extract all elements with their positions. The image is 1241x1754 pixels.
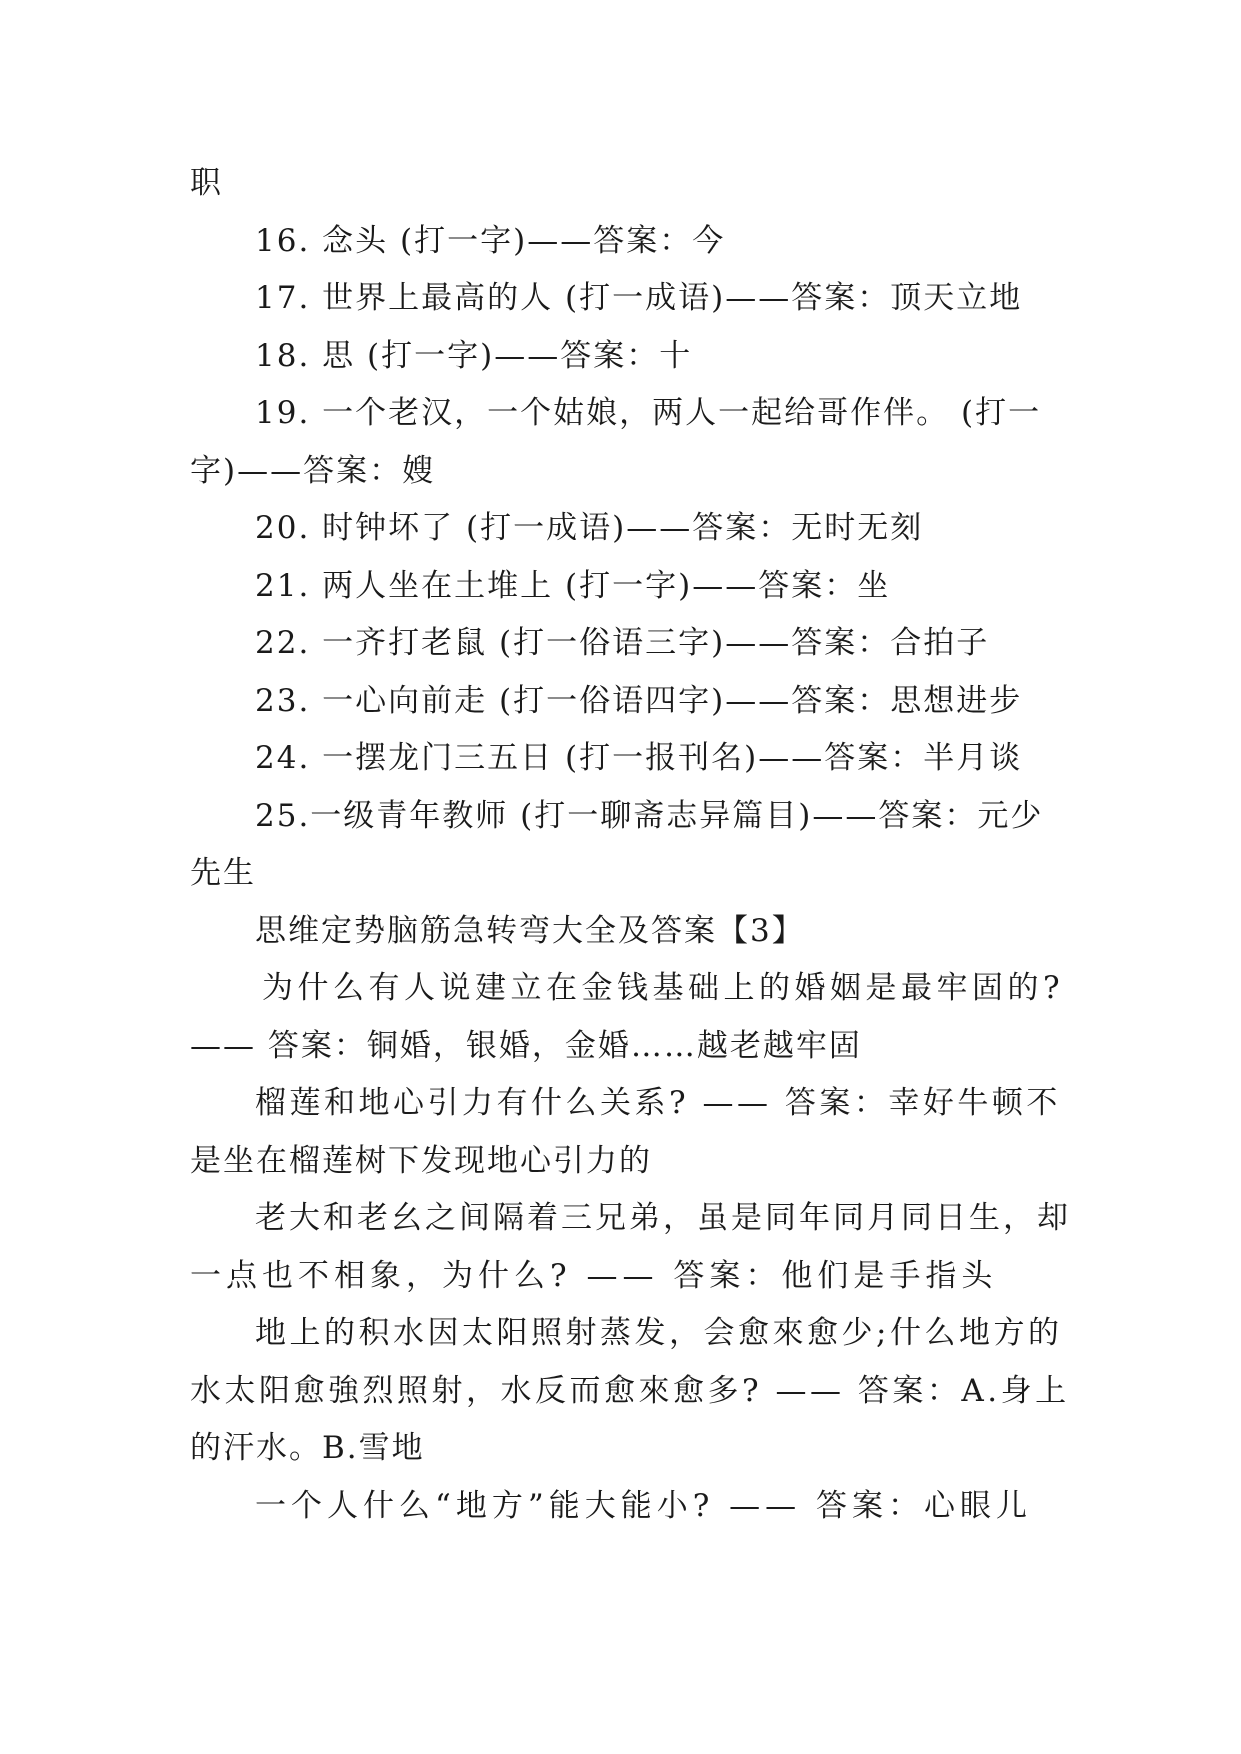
text-line: 一个人什么“地方”能大能小? —— 答案：心眼儿 — [255, 1488, 1033, 1524]
riddle-item: 23. 一心向前走 (打一俗语四字)——答案：思想进步 — [255, 683, 1023, 719]
riddle-item: 18. 思 (打一字)——答案：十 — [255, 338, 693, 374]
text-line: —— 答案：铜婚，银婚，金婚……越老越牢固 — [190, 1028, 862, 1064]
text-line: 的汗水。B.雪地 — [190, 1430, 425, 1466]
text-line: 一点也不相象，为什么? —— 答案：他们是手指头 — [190, 1258, 998, 1294]
text-line: 是坐在榴莲树下发现地心引力的 — [190, 1143, 652, 1179]
riddle-item: 17. 世界上最高的人 (打一成语)——答案：顶天立地 — [255, 280, 1023, 316]
text-line: 为什么有人说建立在金钱基础上的婚姻是最牢固的? — [262, 970, 1065, 1006]
text-line: 职 — [190, 165, 223, 201]
riddle-item: 22. 一齐打老鼠 (打一俗语三字)——答案：合拍子 — [255, 625, 990, 661]
text-line: 地上的积水因太阳照射蒸发，会愈來愈少;什么地方的 — [255, 1315, 1063, 1351]
text-line: 水太阳愈強烈照射，水反而愈來愈多? —— 答案：A.身上 — [190, 1373, 1070, 1409]
riddle-item: 16. 念头 (打一字)——答案：今 — [255, 223, 726, 259]
riddle-item: 20. 时钟坏了 (打一成语)——答案：无时无刻 — [255, 510, 924, 546]
riddle-item: 21. 两人坐在土堆上 (打一字)——答案：坐 — [255, 568, 891, 604]
riddle-item: 19. 一个老汉，一个姑娘，两人一起给哥作伴。 (打一 — [255, 395, 1042, 431]
riddle-item: 25.一级青年教师 (打一聊斋志异篇目)——答案：元少 — [255, 798, 1044, 834]
text-line: 老大和老幺之间隔着三兄弟，虽是同年同月同日生，却 — [255, 1200, 1071, 1236]
text-line: 先生 — [190, 855, 256, 891]
riddle-item: 24. 一摆龙门三五日 (打一报刊名)——答案：半月谈 — [255, 740, 1023, 776]
text-line: 字)——答案：嫂 — [190, 453, 436, 489]
text-line: 榴莲和地心引力有什么关系? —— 答案：幸好牛顿不 — [255, 1085, 1061, 1121]
section-heading: 思维定势脑筋急转弯大全及答案【3】 — [255, 913, 805, 949]
